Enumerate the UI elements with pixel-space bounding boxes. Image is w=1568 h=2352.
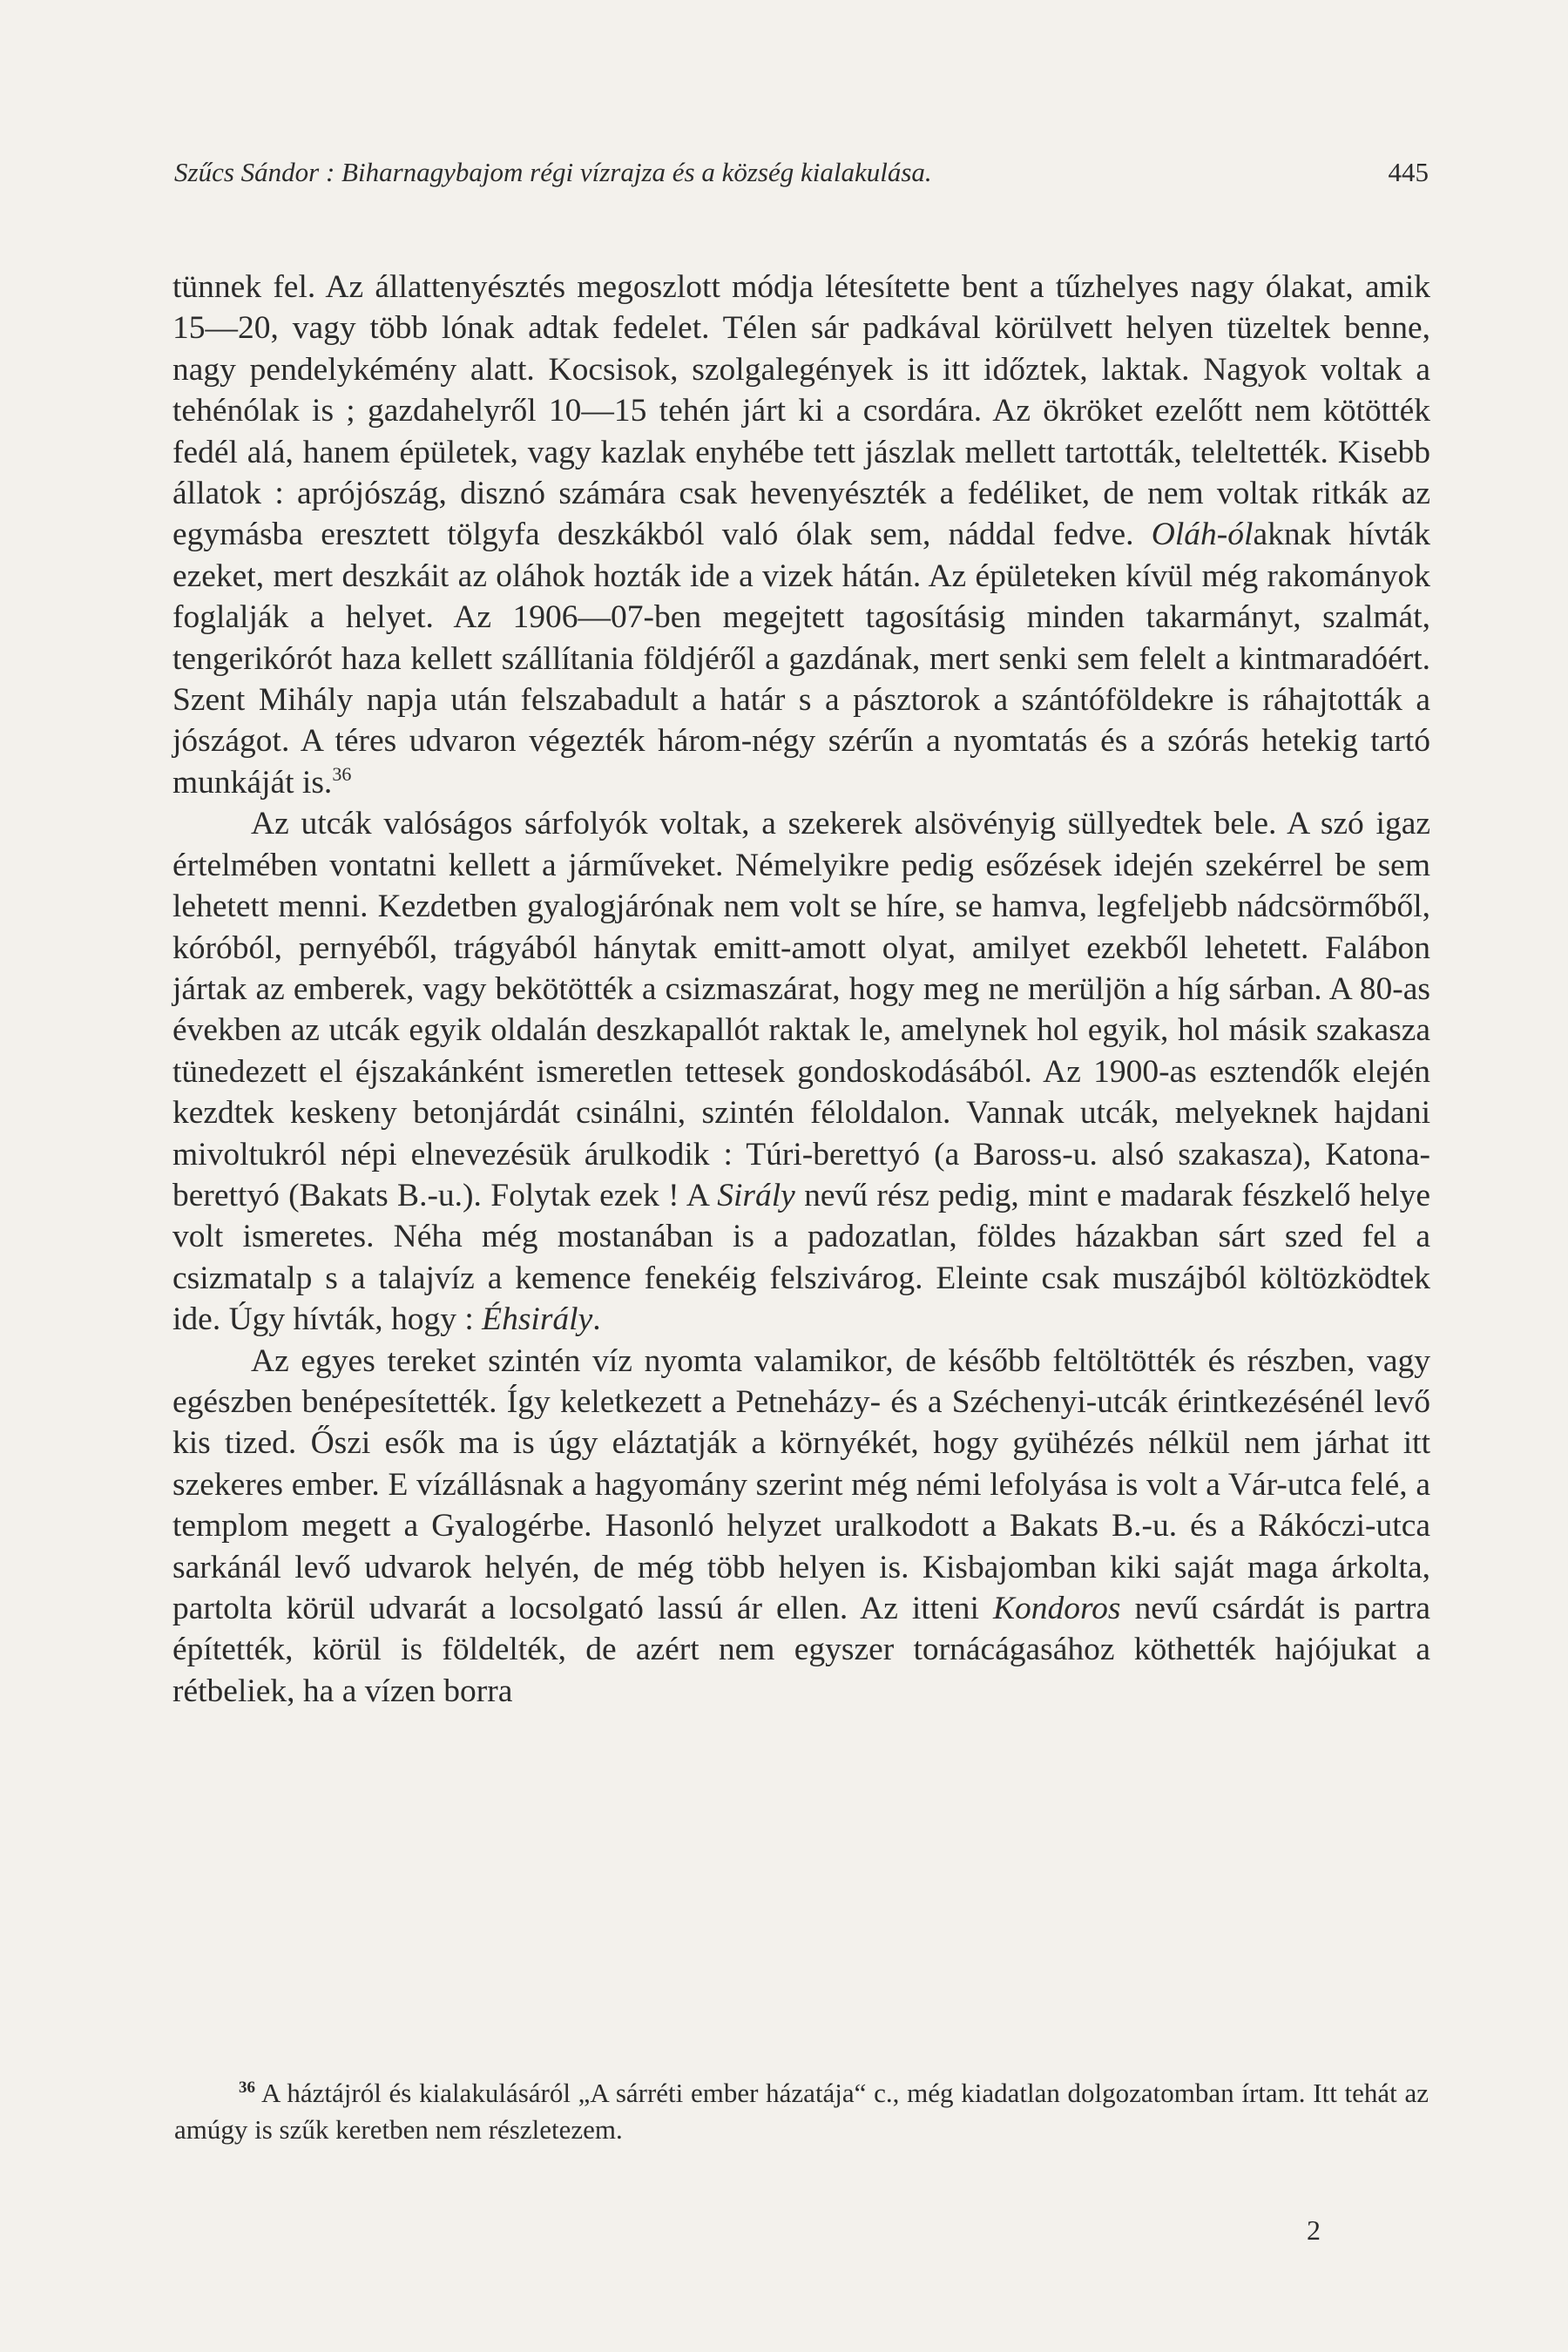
italic-term: Sirály [717, 1177, 795, 1213]
page-number: 445 [1388, 157, 1429, 187]
running-title: Szűcs Sándor : Biharnagybajom régi vízrajza és a község kialakulása. [174, 157, 932, 187]
footnote-marker: 36 [239, 2078, 255, 2097]
paragraph [172, 1341, 1430, 1713]
text-run: tünnek fel. Az állattenyésztés megoszlott módja létesítette bent a tűzhelyes nagy ólakat, amik 15—20, vagy több lónak adtak fedelet. Télen sár padkával körülvett helyen tüzeltek benne, nagy pendelykémény alatt. Kocsisok, szolgalegények is itt időztek, laktak. Nagyok voltak a tehénólak is ; gazdahelyről 10—15 tehén járt ki a csordára. Az ökröket ezelőtt nem kötötték fedél alá, hanem épületek, vagy kazlak enyhébe tett jászlak mellett tartották, teleltették. Kisebb állatok : aprójószág, disznó számára csak hevenyészték a fedéliket, de nem voltak ritkák az egymásba eresztett tölgyfa deszkákból való ólak sem, náddal fedve. [172, 269, 1430, 553]
italic-term: Kondoros [992, 1591, 1121, 1626]
footnote-text: A háztájról és kialakulásáról „A sárréti ember házatája“ c., még kiadatlan dolgozatomban írtam. Itt tehát az amúgy is szűk keretben nem részletezem. [174, 2078, 1429, 2145]
paragraph [172, 803, 1430, 1340]
running-header [174, 153, 1429, 192]
italic-term: Éhsirály [482, 1301, 593, 1338]
text-run: nevű csárdát is partra építették, körül is földelték, de azért nem egyszer tornácágasához köthették hajójukat a rétbeliek, ha a vízen borra [172, 1591, 1430, 1709]
text-run: aknak hívták ezeket, mert deszkáit az oláhok hozták ide a vizek hátán. Az épületeken kívül még rakományok foglalják a helyet. Az 1906—07-ben megejtett tagosításig minden takarmányt, szalmát, tengerikórót haza kellett szállítania földjéről a gazdának, mert senki sem felelt a kintmaradóért. Szent Mihály napja után felszabadult a határ s a pásztorok a szántóföldekre is ráhajtották a jószágot. A téres udvaron végezték három-négy szérűn a nyomtatás és a szórás hetekig tartó munkáját is. [172, 517, 1430, 801]
text-run: Az egyes tereket szintén víz nyomta valamikor, de később feltöltötték és részben, vagy egészben benépesítették. Így keletkezett a Petneházy- és a Széchenyi-utcák érintkezésénél levő kis tized. Őszi esők ma is úgy eláztatják a környékét, hogy gyühézés nélkül nem járhat itt szekeres ember. E vízállásnak a hagyomány szerint még némi lefolyása is volt a Vár-utca felé, a templom megett a Gyalogérbe. Hasonló helyzet uralkodott a Bakats B.-u. és a Rákóczi-utca sarkánál levő udvarok helyén, de még több helyen is. Kisbajomban kiki saját maga árkolta, partolta körül udvarát a locsolgató lassú ár ellen. Az itteni [172, 1342, 1430, 1626]
footnote-reference: 36 [332, 762, 352, 785]
italic-term: Oláh-ól [1151, 517, 1254, 553]
paragraph [172, 267, 1430, 803]
footnote [174, 2075, 1429, 2148]
text-run: Az utcák valóságos sárfolyók voltak, a szekerek alsövényig süllyedtek bele. A szó igaz értelmében vontatni kellett a járműveket. Némelyikre pedig esőzések idején szekérrel be sem lehetett menni. Kezdetben gyalogjárónak nem volt se híre, se hamva, legfeljebb nádcsörmőből, kóróból, pernyéből, trágyából hánytak emitt-amott olyat, amilyet ezekből lehetett. Falábon jártak az emberek, vagy bekötötték a csizmaszárat, hogy meg ne merüljön a híg sárban. A 80-as években az utcák egyik oldalán deszkapallót raktak le, amelynek hol egyik, hol másik szakasza tünedezett el éjszakánként ismeretlen tettesek gondoskodásából. Az 1900-as esztendők elején kezdtek keskeny betonjárdát csinálni, szintén féloldalon. Vannak utcák, melyeknek hajdani mivoltukról népi elnevezésük árulkodik : Túri-berettyó (a Baross-u. alsó szakasza), Katona-berettyó (Bakats B.-u.). Folytak ezek ! A [172, 806, 1430, 1213]
text-run: . [592, 1301, 601, 1338]
text-run: nevű rész pedig, mint e madarak fészkelő helye volt ismeretes. Néha még mostanában is a padozatlan, földes házakban sárt szed fel a csizmatalp s a talajvíz a kemence fenekéig felszivárog. Eleinte csak muszájból költözködtek ide. Úgy hívták, hogy : [172, 1177, 1430, 1338]
body-text [172, 267, 1430, 1712]
footnote-text-block [174, 2075, 1429, 2148]
signature-mark: 2 [1307, 2214, 1321, 2246]
